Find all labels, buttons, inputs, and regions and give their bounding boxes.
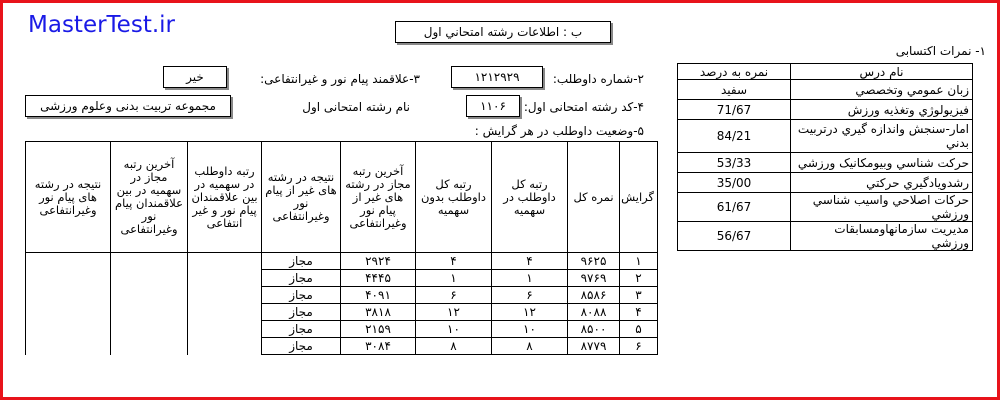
status-row: [26, 321, 658, 338]
row-last-allowed-rank: ۴۰۹۱: [341, 287, 416, 304]
scores-row: [678, 173, 973, 193]
course-score: سفيد: [678, 80, 791, 100]
scores-table: [677, 63, 973, 251]
scores-row: [678, 120, 973, 153]
status-header-8: نتیجه در رشته های پیام نور وغیرانتفاعی: [26, 142, 111, 253]
row-rank-no-quota: ۶: [416, 287, 492, 304]
field-name-value: مجموعه تربیت بدنی وعلوم ورزشی: [25, 95, 231, 117]
row-gerayesh: ۱: [620, 253, 658, 270]
field-code-label: ۴-کد رشته امتحانی اول:: [523, 100, 644, 114]
row-total-score: ۸۵۰۰: [568, 321, 620, 338]
row-result: مجاز: [262, 287, 341, 304]
status-row: [26, 304, 658, 321]
course-name: حرکت شناسي وبيومکانيک ورزشي: [791, 153, 973, 173]
status-row: [26, 253, 658, 270]
course-score: 71/67: [678, 100, 791, 120]
row-rank-quota: ۱: [492, 270, 568, 287]
status-row: [26, 270, 658, 287]
row-total-score: ۸۵۸۶: [568, 287, 620, 304]
field-name-label: نام رشته امتحانی اول: [302, 100, 410, 114]
empty-cell: [26, 270, 111, 287]
row-rank-no-quota: ۱۲: [416, 304, 492, 321]
status-header-2: رتبه کل داوطلب در سهمیه: [492, 142, 568, 253]
empty-cell: [111, 270, 188, 287]
row-rank-no-quota: ۱: [416, 270, 492, 287]
scores-header-score: نمره به درصد: [678, 64, 791, 80]
status-header-0: گرایش: [620, 142, 658, 253]
field-code-value: ۱۱۰۶: [466, 95, 520, 117]
row-gerayesh: ۲: [620, 270, 658, 287]
empty-cell: [188, 287, 262, 304]
row-gerayesh: ۳: [620, 287, 658, 304]
row-total-score: ۹۶۲۵: [568, 253, 620, 270]
row-total-score: ۸۷۷۹: [568, 338, 620, 355]
empty-cell: [111, 304, 188, 321]
course-name: رشدويادگيري حرکتي: [791, 173, 973, 193]
empty-cell: [188, 270, 262, 287]
row-last-allowed-rank: ۴۴۴۵: [341, 270, 416, 287]
course-score: 35/00: [678, 173, 791, 193]
row-result: مجاز: [262, 338, 341, 355]
scores-row: [678, 193, 973, 222]
empty-cell: [26, 253, 111, 270]
section-title: ب : اطلاعات رشته امتحاني اول: [395, 21, 611, 43]
empty-cell: [111, 338, 188, 355]
scores-row: [678, 100, 973, 120]
status-title: ۵-وضعیت داوطلب در هر گرایش :: [474, 124, 644, 138]
row-rank-quota: ۱۲: [492, 304, 568, 321]
course-score: 84/21: [678, 120, 791, 153]
status-row: [26, 338, 658, 355]
empty-cell: [111, 321, 188, 338]
empty-cell: [188, 321, 262, 338]
row-result: مجاز: [262, 270, 341, 287]
course-name: امار-سنجش واندازه گيري درتربيت بدني: [791, 120, 973, 153]
row-total-score: ۸۰۸۸: [568, 304, 620, 321]
row-result: مجاز: [262, 321, 341, 338]
row-rank-no-quota: ۸: [416, 338, 492, 355]
status-header-3: رتبه کل داوطلب بدون سهمیه: [416, 142, 492, 253]
row-last-allowed-rank: ۳۸۱۸: [341, 304, 416, 321]
candidate-number-label: ۲-شماره داوطلب:: [552, 72, 644, 86]
scores-header-name: نام درس: [791, 64, 973, 80]
scores-title: ۱- نمرات اکتسابی: [895, 44, 986, 58]
empty-cell: [26, 287, 111, 304]
site-logo[interactable]: MasterTest.ir: [28, 12, 175, 38]
row-last-allowed-rank: ۳۰۸۴: [341, 338, 416, 355]
row-result: مجاز: [262, 304, 341, 321]
row-last-allowed-rank: ۲۹۲۴: [341, 253, 416, 270]
row-gerayesh: ۶: [620, 338, 658, 355]
interest-value: خیر: [163, 66, 227, 88]
empty-cell: [188, 338, 262, 355]
status-row: [26, 287, 658, 304]
row-gerayesh: ۵: [620, 321, 658, 338]
course-score: 56/67: [678, 222, 791, 251]
empty-cell: [188, 304, 262, 321]
status-header-5: نتیجه در رشته های غیر از پیام نور وغیرانتفاعی: [262, 142, 341, 253]
empty-cell: [26, 321, 111, 338]
status-header-7: آخرین رتبه مجاز در سهمیه در بین علاقمندان پیام نور وغیرانتفاعی: [111, 142, 188, 253]
row-rank-no-quota: ۴: [416, 253, 492, 270]
status-header-1: نمره کل: [568, 142, 620, 253]
course-name: زبان عمومي وتخصصي: [791, 80, 973, 100]
empty-cell: [26, 338, 111, 355]
row-last-allowed-rank: ۲۱۵۹: [341, 321, 416, 338]
row-rank-quota: ۸: [492, 338, 568, 355]
empty-cell: [111, 287, 188, 304]
row-gerayesh: ۴: [620, 304, 658, 321]
row-rank-quota: ۶: [492, 287, 568, 304]
course-score: 61/67: [678, 193, 791, 222]
scores-row: [678, 153, 973, 173]
empty-cell: [111, 253, 188, 270]
row-rank-quota: ۱۰: [492, 321, 568, 338]
course-score: 53/33: [678, 153, 791, 173]
empty-cell: [26, 304, 111, 321]
candidate-number-value: ۱۲۱۲۹۲۹: [451, 66, 543, 88]
course-name: مديريت سازمانهاومسابقات ورزشي: [791, 222, 973, 251]
row-rank-no-quota: ۱۰: [416, 321, 492, 338]
scores-row: [678, 222, 973, 251]
interest-label: ۳-علاقمند پیام نور و غیرانتفاعی:: [260, 72, 420, 86]
row-rank-quota: ۴: [492, 253, 568, 270]
course-name: حرکات اصلاحي واسيب شناسي ورزشي: [791, 193, 973, 222]
status-header-6: رتبه داوطلب در سهمیه در بین علاقمندان پیام نور و غیر انتفاعی: [188, 142, 262, 253]
status-header-4: آخرین رتبه مجاز در رشته های غیر از پیام نور وغیرانتفاعی: [341, 142, 416, 253]
status-table: [25, 141, 658, 355]
empty-cell: [188, 253, 262, 270]
course-name: فيزيولوژي وتغذيه ورزش: [791, 100, 973, 120]
row-total-score: ۹۷۶۹: [568, 270, 620, 287]
scores-row: [678, 80, 973, 100]
row-result: مجاز: [262, 253, 341, 270]
